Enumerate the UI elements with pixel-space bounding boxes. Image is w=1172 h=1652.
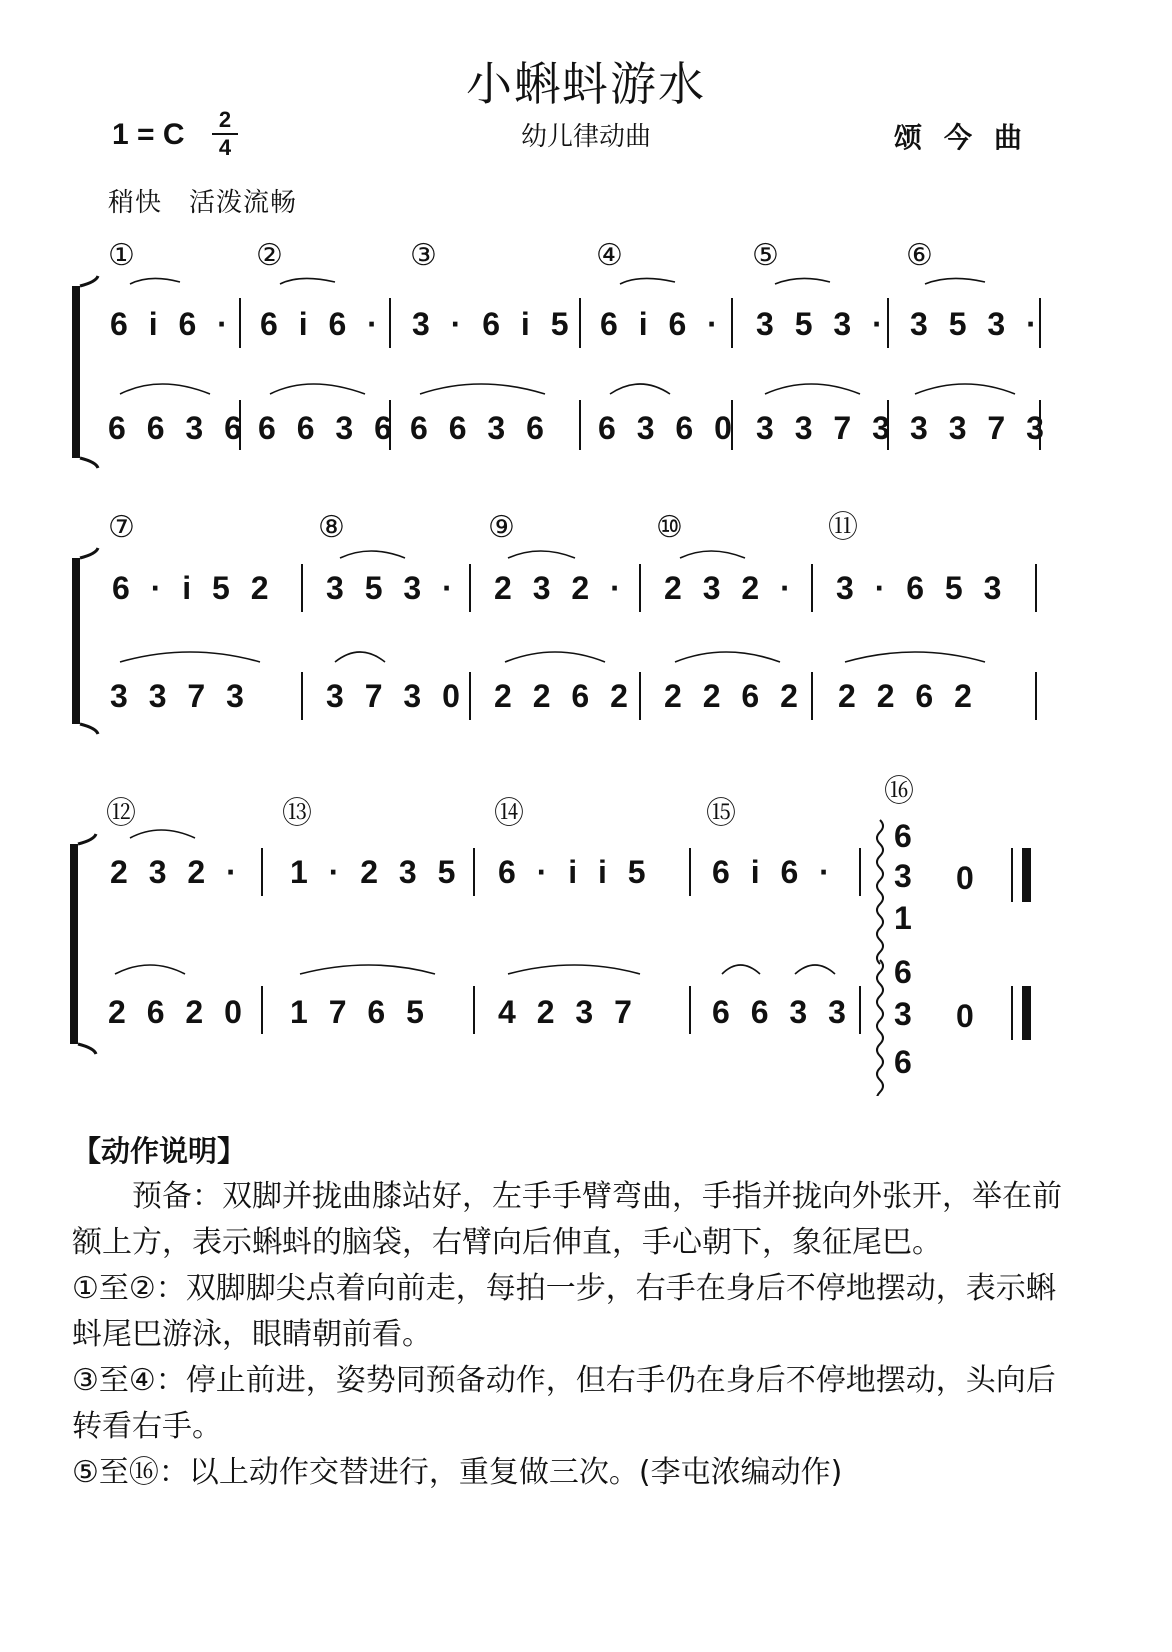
measure-number: ⑧ bbox=[318, 510, 345, 545]
upper-measure: 3 5 3 · bbox=[756, 306, 889, 342]
upper-measure: 3 · 6 i 5 bbox=[412, 306, 575, 342]
composer: 颂今曲 bbox=[893, 121, 1044, 154]
upper-measure: 6 i 6 · bbox=[110, 306, 234, 342]
upper-measure: 3 5 3 · bbox=[326, 570, 459, 606]
lower-measure: 3 3 7 3 bbox=[110, 678, 250, 714]
lower-measure: 2 2 6 2 bbox=[494, 678, 634, 714]
time-signature-top: 2 bbox=[218, 107, 232, 132]
upper-measure: 6 · i i 5 bbox=[498, 854, 652, 890]
upper-measure: 6 i 6 · bbox=[260, 306, 384, 342]
measure-number: ⑯ bbox=[884, 774, 914, 809]
final-chord-note: 3 bbox=[894, 858, 918, 894]
lower-measure: 1 7 6 5 bbox=[290, 994, 430, 1030]
lower-measure: 6 6 3 3 bbox=[712, 994, 852, 1030]
measure-number: ⑤ bbox=[752, 238, 779, 273]
measure-number: ⑪ bbox=[828, 510, 858, 545]
upper-measure: 6 i 6 · bbox=[712, 854, 836, 890]
upper-measure: 2 3 2 · bbox=[664, 570, 797, 606]
upper-measure: 6 i 6 · bbox=[600, 306, 724, 342]
measure-number: ③ bbox=[410, 238, 437, 273]
measure-number: ② bbox=[256, 238, 283, 273]
tempo-marking: 稍快 活泼流畅 bbox=[108, 188, 298, 218]
instruction-paragraph: ①至②：双脚脚尖点着向前走，每拍一步，右手在身后不停地摆动，表示蝌蚪尾巴游泳，眼睛朝前看。 bbox=[72, 1271, 1056, 1352]
lower-measure: 2 6 2 0 bbox=[108, 994, 248, 1030]
action-instructions bbox=[72, 1128, 1072, 1496]
lower-measure: 3 3 7 3 bbox=[910, 410, 1050, 446]
measure-number: ① bbox=[108, 238, 135, 273]
key-signature: 1 = C bbox=[112, 118, 185, 151]
measure-number: ⑭ bbox=[494, 796, 524, 831]
upper-measure: 3 5 3 · bbox=[910, 306, 1043, 342]
measure-number: ④ bbox=[596, 238, 623, 273]
lower-measure: 6 6 3 6 bbox=[108, 410, 248, 446]
upper-measure: 1 · 2 3 5 bbox=[290, 854, 462, 890]
final-chord-note: 6 bbox=[894, 1044, 918, 1080]
measure-number: ⑬ bbox=[282, 796, 312, 831]
lower-measure: 3 7 3 0 bbox=[326, 678, 466, 714]
song-genre: 幼儿律动曲 bbox=[520, 122, 651, 152]
final-chord-note: 6 bbox=[894, 818, 918, 854]
final-chord-note: 3 bbox=[894, 996, 918, 1032]
measure-number: ⑮ bbox=[706, 796, 736, 831]
time-signature-bottom: 4 bbox=[218, 135, 232, 160]
measure-number: ⑦ bbox=[108, 510, 135, 545]
measure-number: ⑨ bbox=[488, 510, 515, 545]
upper-measure: 6 · i 5 2 bbox=[112, 570, 275, 606]
lower-measure: 2 2 6 2 bbox=[664, 678, 804, 714]
lower-measure: 3 3 7 3 bbox=[756, 410, 896, 446]
instruction-paragraph: ③至④：停止前进，姿势同预备动作，但右手仍在身后不停地摆动，头向后转看右手。 bbox=[72, 1363, 1056, 1444]
final-chord-note: 6 bbox=[894, 954, 918, 990]
system-1-lines bbox=[0, 236, 1172, 486]
staff-system-3 bbox=[0, 776, 1172, 1096]
upper-measure: 2 3 2 · bbox=[110, 854, 243, 890]
upper-measure: 3 · 6 5 3 bbox=[836, 570, 1008, 606]
lower-measure: 6 6 3 6 bbox=[410, 410, 550, 446]
staff-system-2 bbox=[0, 508, 1172, 748]
instructions-heading: 【动作说明】 bbox=[72, 1134, 247, 1168]
lower-measure: 6 3 6 0 bbox=[598, 410, 738, 446]
lower-rest: 0 bbox=[956, 998, 980, 1034]
final-chord-note: 1 bbox=[894, 900, 918, 936]
lower-measure: 6 6 3 6 bbox=[258, 410, 398, 446]
measure-number: ⑫ bbox=[106, 796, 136, 831]
instruction-paragraph: 预备：双脚并拢曲膝站好，左手手臂弯曲，手指并拢向外张开，举在前额上方，表示蝌蚪的脑袋，右臂向后伸直，手心朝下，象征尾巴。 bbox=[72, 1179, 1062, 1260]
upper-measure: 2 3 2 · bbox=[494, 570, 627, 606]
measure-number: ⑩ bbox=[656, 510, 683, 545]
system-3-lines bbox=[0, 776, 1172, 1096]
staff-system-1 bbox=[0, 236, 1172, 486]
instruction-paragraph: ⑤至⑯：以上动作交替进行，重复做三次。(李屯浓编动作) bbox=[72, 1455, 843, 1490]
measure-number: ⑥ bbox=[906, 238, 933, 273]
upper-rest: 0 bbox=[956, 860, 980, 896]
lower-measure: 4 2 3 7 bbox=[498, 994, 638, 1030]
song-title: 小蝌蚪游水 bbox=[466, 57, 706, 111]
lower-measure: 2 2 6 2 bbox=[838, 678, 978, 714]
